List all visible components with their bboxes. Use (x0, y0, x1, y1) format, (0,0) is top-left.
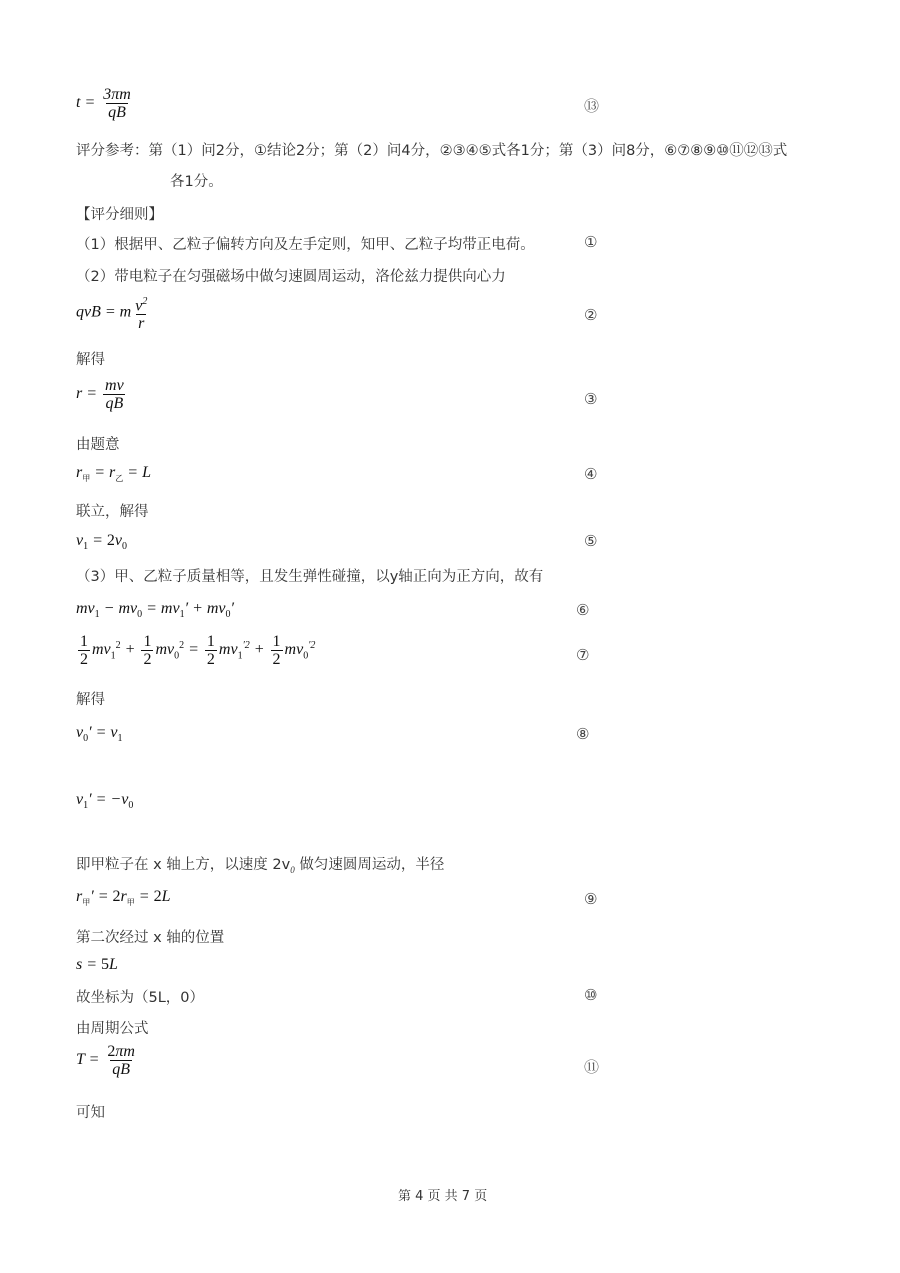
equation-number-13: ⑬ (584, 97, 600, 115)
equation-number-5: ⑤ (584, 532, 598, 550)
equation-8b: $v_1' = -v_0$ (76, 791, 134, 812)
equation-number-7: ⑦ (576, 646, 590, 664)
period-label: 由周期公式 (76, 1021, 149, 1037)
coordinate-text: 故坐标为（5L，0） (76, 990, 205, 1006)
equation-number-6: ⑥ (576, 601, 590, 619)
equation-7: $\frac{1}{2}$ $mv_1^2$ + $\frac{1}{2}$ $mv_0^2$ = $\frac{1}{2}$ $mv_1^{'2}$ + $\frac{1}{2}$ $mv_0^{'2}$ (80, 633, 316, 668)
solve-label-1: 解得 (76, 352, 105, 368)
equation-number-2: ② (584, 306, 598, 324)
combine-label: 联立，解得 (76, 504, 149, 520)
equation-number-3: ③ (584, 390, 598, 408)
equation-3: r = $\frac{mv}{qB}$ (76, 377, 124, 412)
equation-13: t = $\frac{3\pi m}{qB}$ (76, 86, 131, 121)
equation-number-8: ⑧ (576, 725, 590, 743)
equation-number-11: ⑪ (584, 1058, 600, 1076)
equation-s: s = 5L (76, 956, 118, 973)
score-reference-line1: 评分参考：第（1）问2分，①结论2分；第（2）问4分，②③④⑤式各1分；第（3）问8分，⑥⑦⑧⑨⑩⑪⑫⑬式 (76, 143, 788, 159)
explain-pre: 即甲粒子在 x 轴上方，以速度 2v (76, 857, 291, 873)
known-label: 可知 (76, 1105, 105, 1121)
equation-5: $v_1 = 2v_0$ (76, 532, 128, 553)
equation-number-9: ⑨ (584, 890, 598, 908)
rules-title: 【评分细则】 (76, 207, 163, 223)
step-2-text: （2）带电粒子在匀强磁场中做匀速圆周运动，洛伦兹力提供向心力 (76, 269, 506, 285)
by-problem-label: 由题意 (76, 437, 120, 453)
equation-number-10: ⑩ (584, 986, 598, 1004)
frac-den: qB (108, 104, 126, 121)
equation-11: T = $\frac{2\pi m}{qB}$ (76, 1043, 135, 1078)
solve-label-2: 解得 (76, 692, 105, 708)
equation-9: $r_甲' = 2r_甲 = 2L$ (76, 888, 171, 908)
page-footer: 第 4 页 共 7 页 (398, 1189, 488, 1204)
equation-8a: $v_0' = v_1$ (76, 724, 123, 745)
subscript-jia: 甲 (82, 474, 91, 484)
equation-number-1: ① (584, 233, 598, 251)
step-3-text: （3）甲、乙粒子质量相等，且发生弹性碰撞，以y轴正向为正方向，故有 (76, 569, 544, 585)
second-cross-label: 第二次经过 x 轴的位置 (76, 930, 225, 946)
step-1-text: （1）根据甲、乙粒子偏转方向及左手定则，知甲、乙粒子均带正电荷。 (76, 237, 535, 253)
frac-num: 3πm (103, 86, 131, 103)
equation-4: $r_甲 = r_乙 = L$ (76, 464, 151, 484)
explain-line: 即甲粒子在 x 轴上方，以速度 $2v_0$ 做匀速圆周运动，半径 (76, 857, 445, 875)
subscript-yi: 乙 (115, 474, 124, 484)
score-reference-line2: 各1分。 (170, 174, 223, 190)
explain-post: 做匀速圆周运动，半径 (294, 857, 445, 873)
equation-2: qvB = m $\frac{v^2}{r}$ (76, 296, 148, 333)
equation-number-4: ④ (584, 465, 598, 483)
equation-6: $mv_1 - mv_0 = mv_1' + mv_0'$ (76, 600, 235, 621)
